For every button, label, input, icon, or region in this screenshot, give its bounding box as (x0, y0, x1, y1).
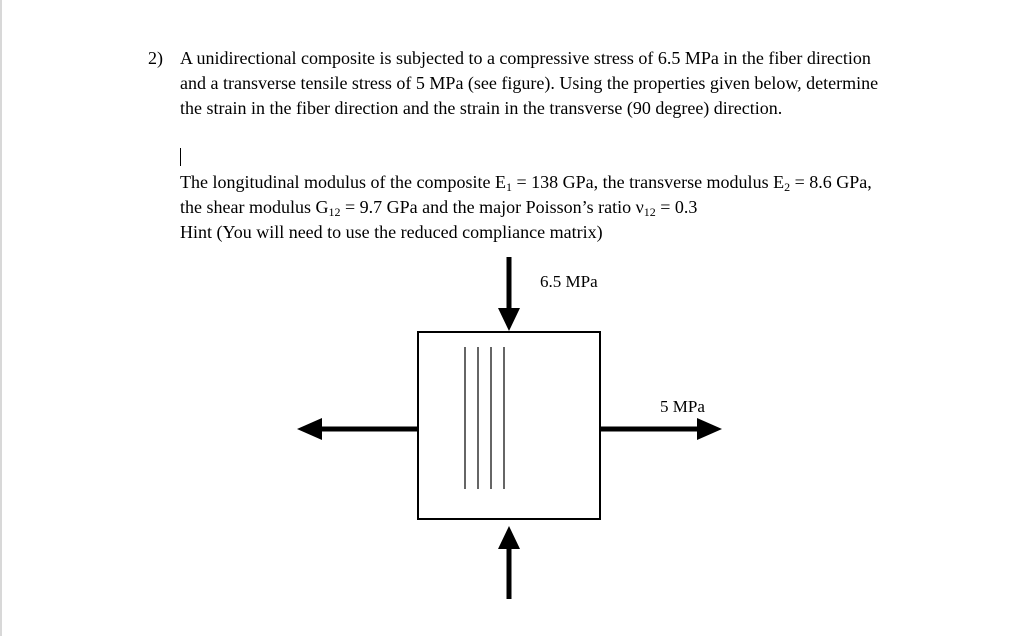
transverse-modulus-subscript: 2 (784, 180, 791, 194)
transverse-modulus-value: = 8.6 GPa, the shear modulus G (180, 172, 872, 217)
longitudinal-modulus-subscript: 1 (505, 180, 512, 194)
page-left-border (0, 0, 2, 636)
longitudinal-modulus-text: The longitudinal modulus of the composite E (180, 172, 506, 192)
compressive-stress-label: 6.5 MPa (540, 272, 598, 291)
bottom-compressive-arrow-head (498, 526, 520, 549)
poisson-ratio-value: = 0.3 (655, 197, 698, 217)
material-properties (180, 170, 880, 245)
shear-modulus-value: = 9.7 GPa and the major Poisson’s ratio ν (340, 197, 644, 217)
question-text: A unidirectional composite is subjected to a compressive stress of 6.5 MPa in the fiber direction and a transverse tensile stress of 5 MPa (see figure). Using the properties given below, determine the strain in the fiber direction and the strain in the transverse (90 degree) direction. (180, 48, 879, 118)
text-cursor (180, 148, 181, 166)
top-compressive-arrow-head (498, 308, 520, 331)
shear-modulus-subscript: 12 (328, 205, 341, 219)
left-tensile-arrow-head (297, 418, 322, 440)
hint-text: Hint (You will need to use the reduced compliance matrix) (180, 222, 603, 242)
composite-element (418, 332, 600, 519)
poisson-ratio-subscript: 12 (643, 205, 656, 219)
right-tensile-arrow-head (697, 418, 722, 440)
longitudinal-modulus-value: = 138 GPa, the transverse modulus E (511, 172, 785, 192)
problem-number: 2) (148, 48, 163, 68)
tensile-stress-label: 5 MPa (660, 397, 705, 416)
